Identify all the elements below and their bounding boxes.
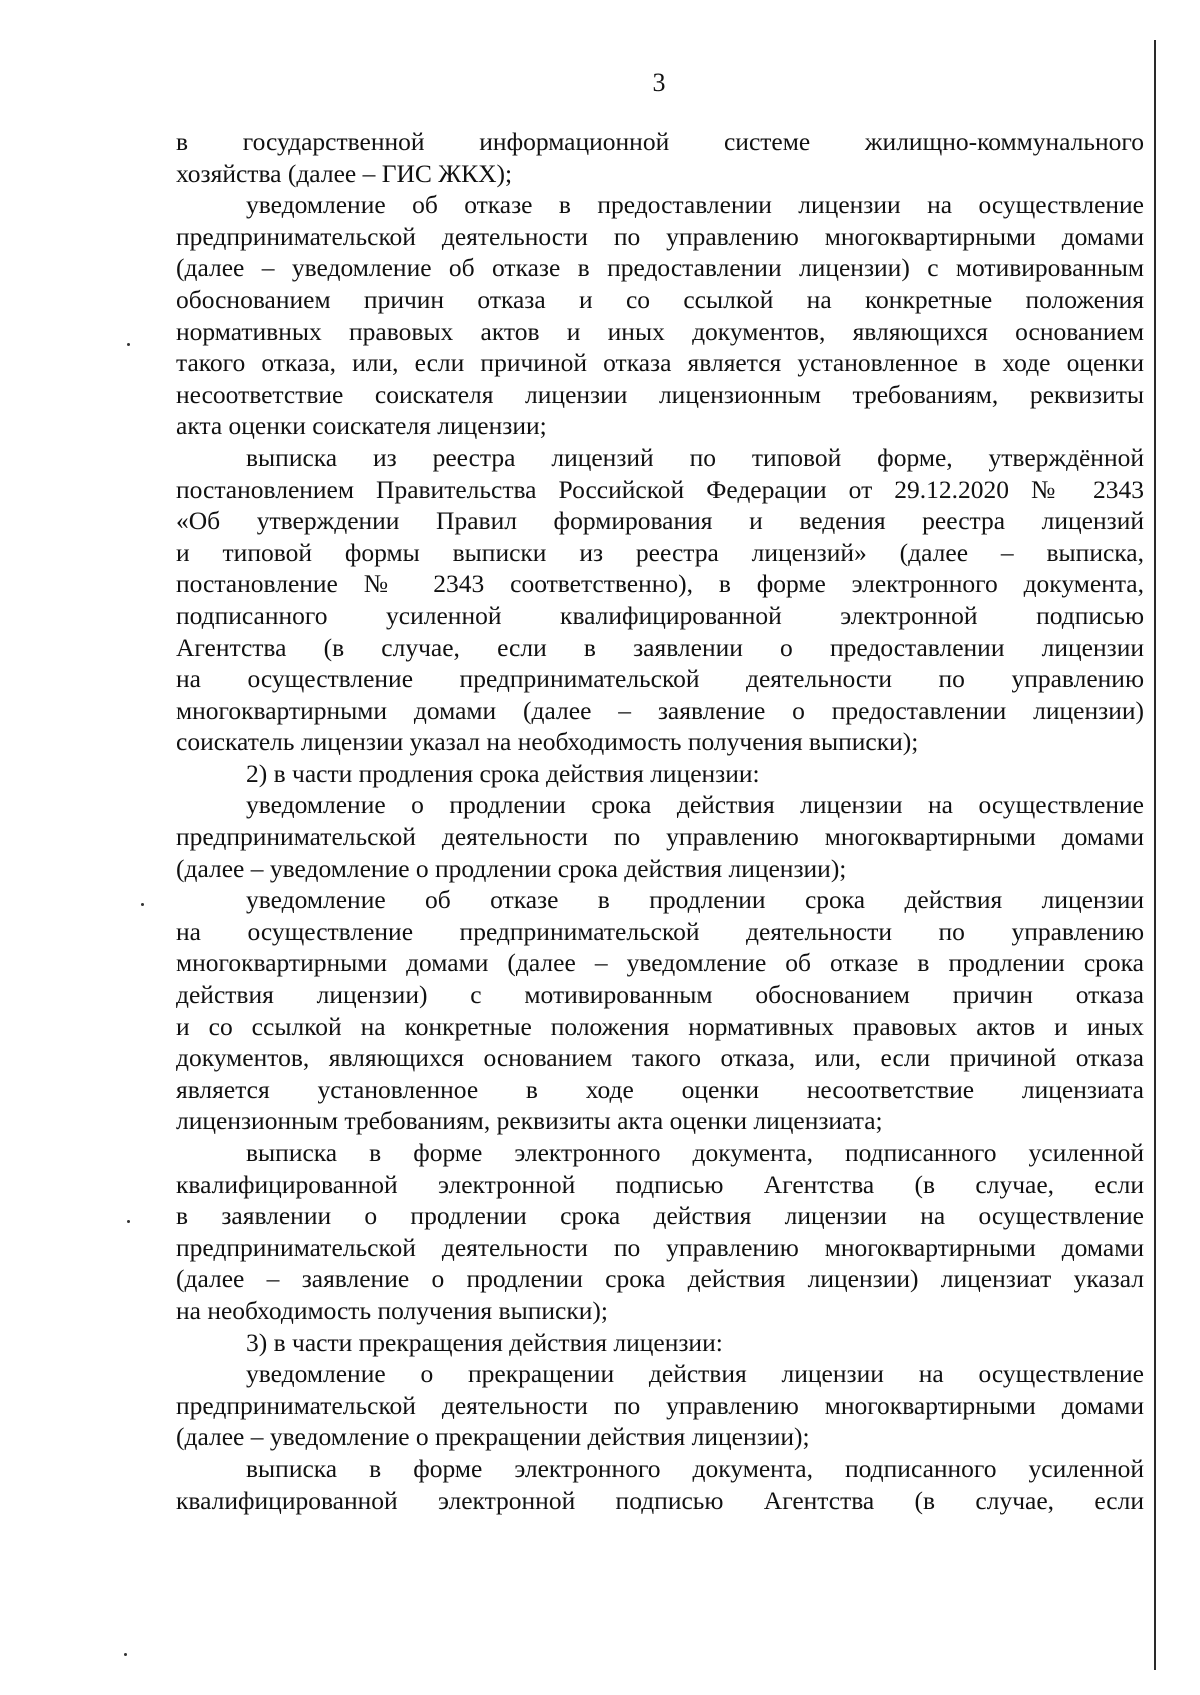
scan-edge-line [1154, 40, 1156, 1670]
text-line: документов, являющихся основанием такого отказа, или, если причиной отказа [176, 1043, 1144, 1073]
text-line: (далее – уведомление об отказе в предоставлении лицензии) с мотивированным [176, 253, 1144, 283]
text-line: обоснованием причин отказа и со ссылкой на конкретные положения [176, 284, 1144, 314]
text-line: уведомление о продлении срока действия лицензии на осуществление [246, 790, 1144, 820]
text-line: предпринимательской деятельности по управлению многоквартирными домами [176, 822, 1144, 852]
text-line: в государственной информационной системе жилищно-коммунального [176, 127, 1144, 156]
text-line: несоответствие соискателя лицензии лицензионным требованиям, реквизиты [176, 379, 1144, 409]
text-line: квалифицированной электронной подписью Агентства (в случае, если [176, 1169, 1144, 1199]
text-line: действия лицензии) с мотивированным обоснованием причин отказа [176, 980, 1144, 1010]
text-line: «Об утверждении Правил формирования и ведения реестра лицензий [176, 506, 1144, 536]
document-body [176, 126, 1144, 1516]
text-line: и со ссылкой на конкретные положения нормативных правовых актов и иных [176, 1011, 1144, 1041]
page-number: 3 [652, 68, 666, 97]
text-line: (далее – уведомление о прекращении действия лицензии); [176, 1422, 810, 1452]
text-line: 2) в части продления срока действия лицензии: [246, 758, 760, 788]
text-line: соискатель лицензии указал на необходимость получения выписки); [176, 727, 919, 757]
text-line: выписка из реестра лицензий по типовой форме, утверждённой [246, 442, 1144, 472]
text-line: акта оценки соискателя лицензии; [176, 411, 547, 441]
text-line: выписка в форме электронного документа, подписанного усиленной [246, 1453, 1144, 1483]
text-line: лицензионным требованиям, реквизиты акта оценки лицензиата; [176, 1106, 883, 1136]
text-line: такого отказа, или, если причиной отказа является установленное в ходе оценки [176, 348, 1144, 378]
scan-speck [127, 1220, 130, 1223]
text-line: выписка в форме электронного документа, подписанного усиленной [246, 1138, 1144, 1167]
text-line: уведомление об отказе в продлении срока действия лицензии [246, 885, 1144, 915]
text-line: хозяйства (далее – ГИС ЖКХ); [176, 158, 513, 188]
text-line: на необходимость получения выписки); [176, 1295, 608, 1325]
text-line: многоквартирными домами (далее – заявление о предоставлении лицензии) [176, 695, 1144, 725]
text-line: квалифицированной электронной подписью Агентства (в случае, если [176, 1485, 1144, 1515]
text-line: предпринимательской деятельности по управлению многоквартирными домами [176, 1232, 1144, 1262]
text-line: постановлением Правительства Российской Федерации от 29.12.2020 № 2343 [176, 474, 1144, 504]
text-line: подписанного усиленной квалифицированной электронной подписью [176, 600, 1144, 630]
text-line: и типовой формы выписки из реестра лицензий» (далее – выписка, [176, 537, 1144, 567]
scan-speck [141, 903, 144, 906]
text-line: постановление № 2343 соответственно), в форме электронного документа, [176, 569, 1144, 599]
text-line: в заявлении о продлении срока действия лицензии на осуществление [176, 1201, 1144, 1231]
text-line: Агентства (в случае, если в заявлении о предоставлении лицензии [176, 632, 1144, 662]
text-line: (далее – уведомление о продлении срока действия лицензии); [176, 853, 847, 883]
text-line: уведомление о прекращении действия лицензии на осуществление [246, 1359, 1144, 1389]
text-line: уведомление об отказе в предоставлении лицензии на осуществление [246, 190, 1144, 220]
scan-speck [127, 343, 130, 346]
scan-speck [124, 1653, 127, 1656]
text-line: предпринимательской деятельности по управлению многоквартирными домами [176, 221, 1144, 251]
text-line: на осуществление предпринимательской деятельности по управлению [176, 664, 1144, 694]
text-line: многоквартирными домами (далее – уведомление об отказе в продлении срока [176, 948, 1144, 978]
text-line: нормативных правовых актов и иных документов, являющихся основанием [176, 316, 1144, 346]
text-line: 3) в части прекращения действия лицензии: [246, 1327, 723, 1357]
text-line: предпринимательской деятельности по управлению многоквартирными домами [176, 1390, 1144, 1420]
text-line: на осуществление предпринимательской деятельности по управлению [176, 916, 1144, 946]
text-line: (далее – заявление о продлении срока действия лицензии) лицензиат указал [176, 1264, 1144, 1294]
text-line: является установленное в ходе оценки несоответствие лицензиата [176, 1074, 1144, 1104]
